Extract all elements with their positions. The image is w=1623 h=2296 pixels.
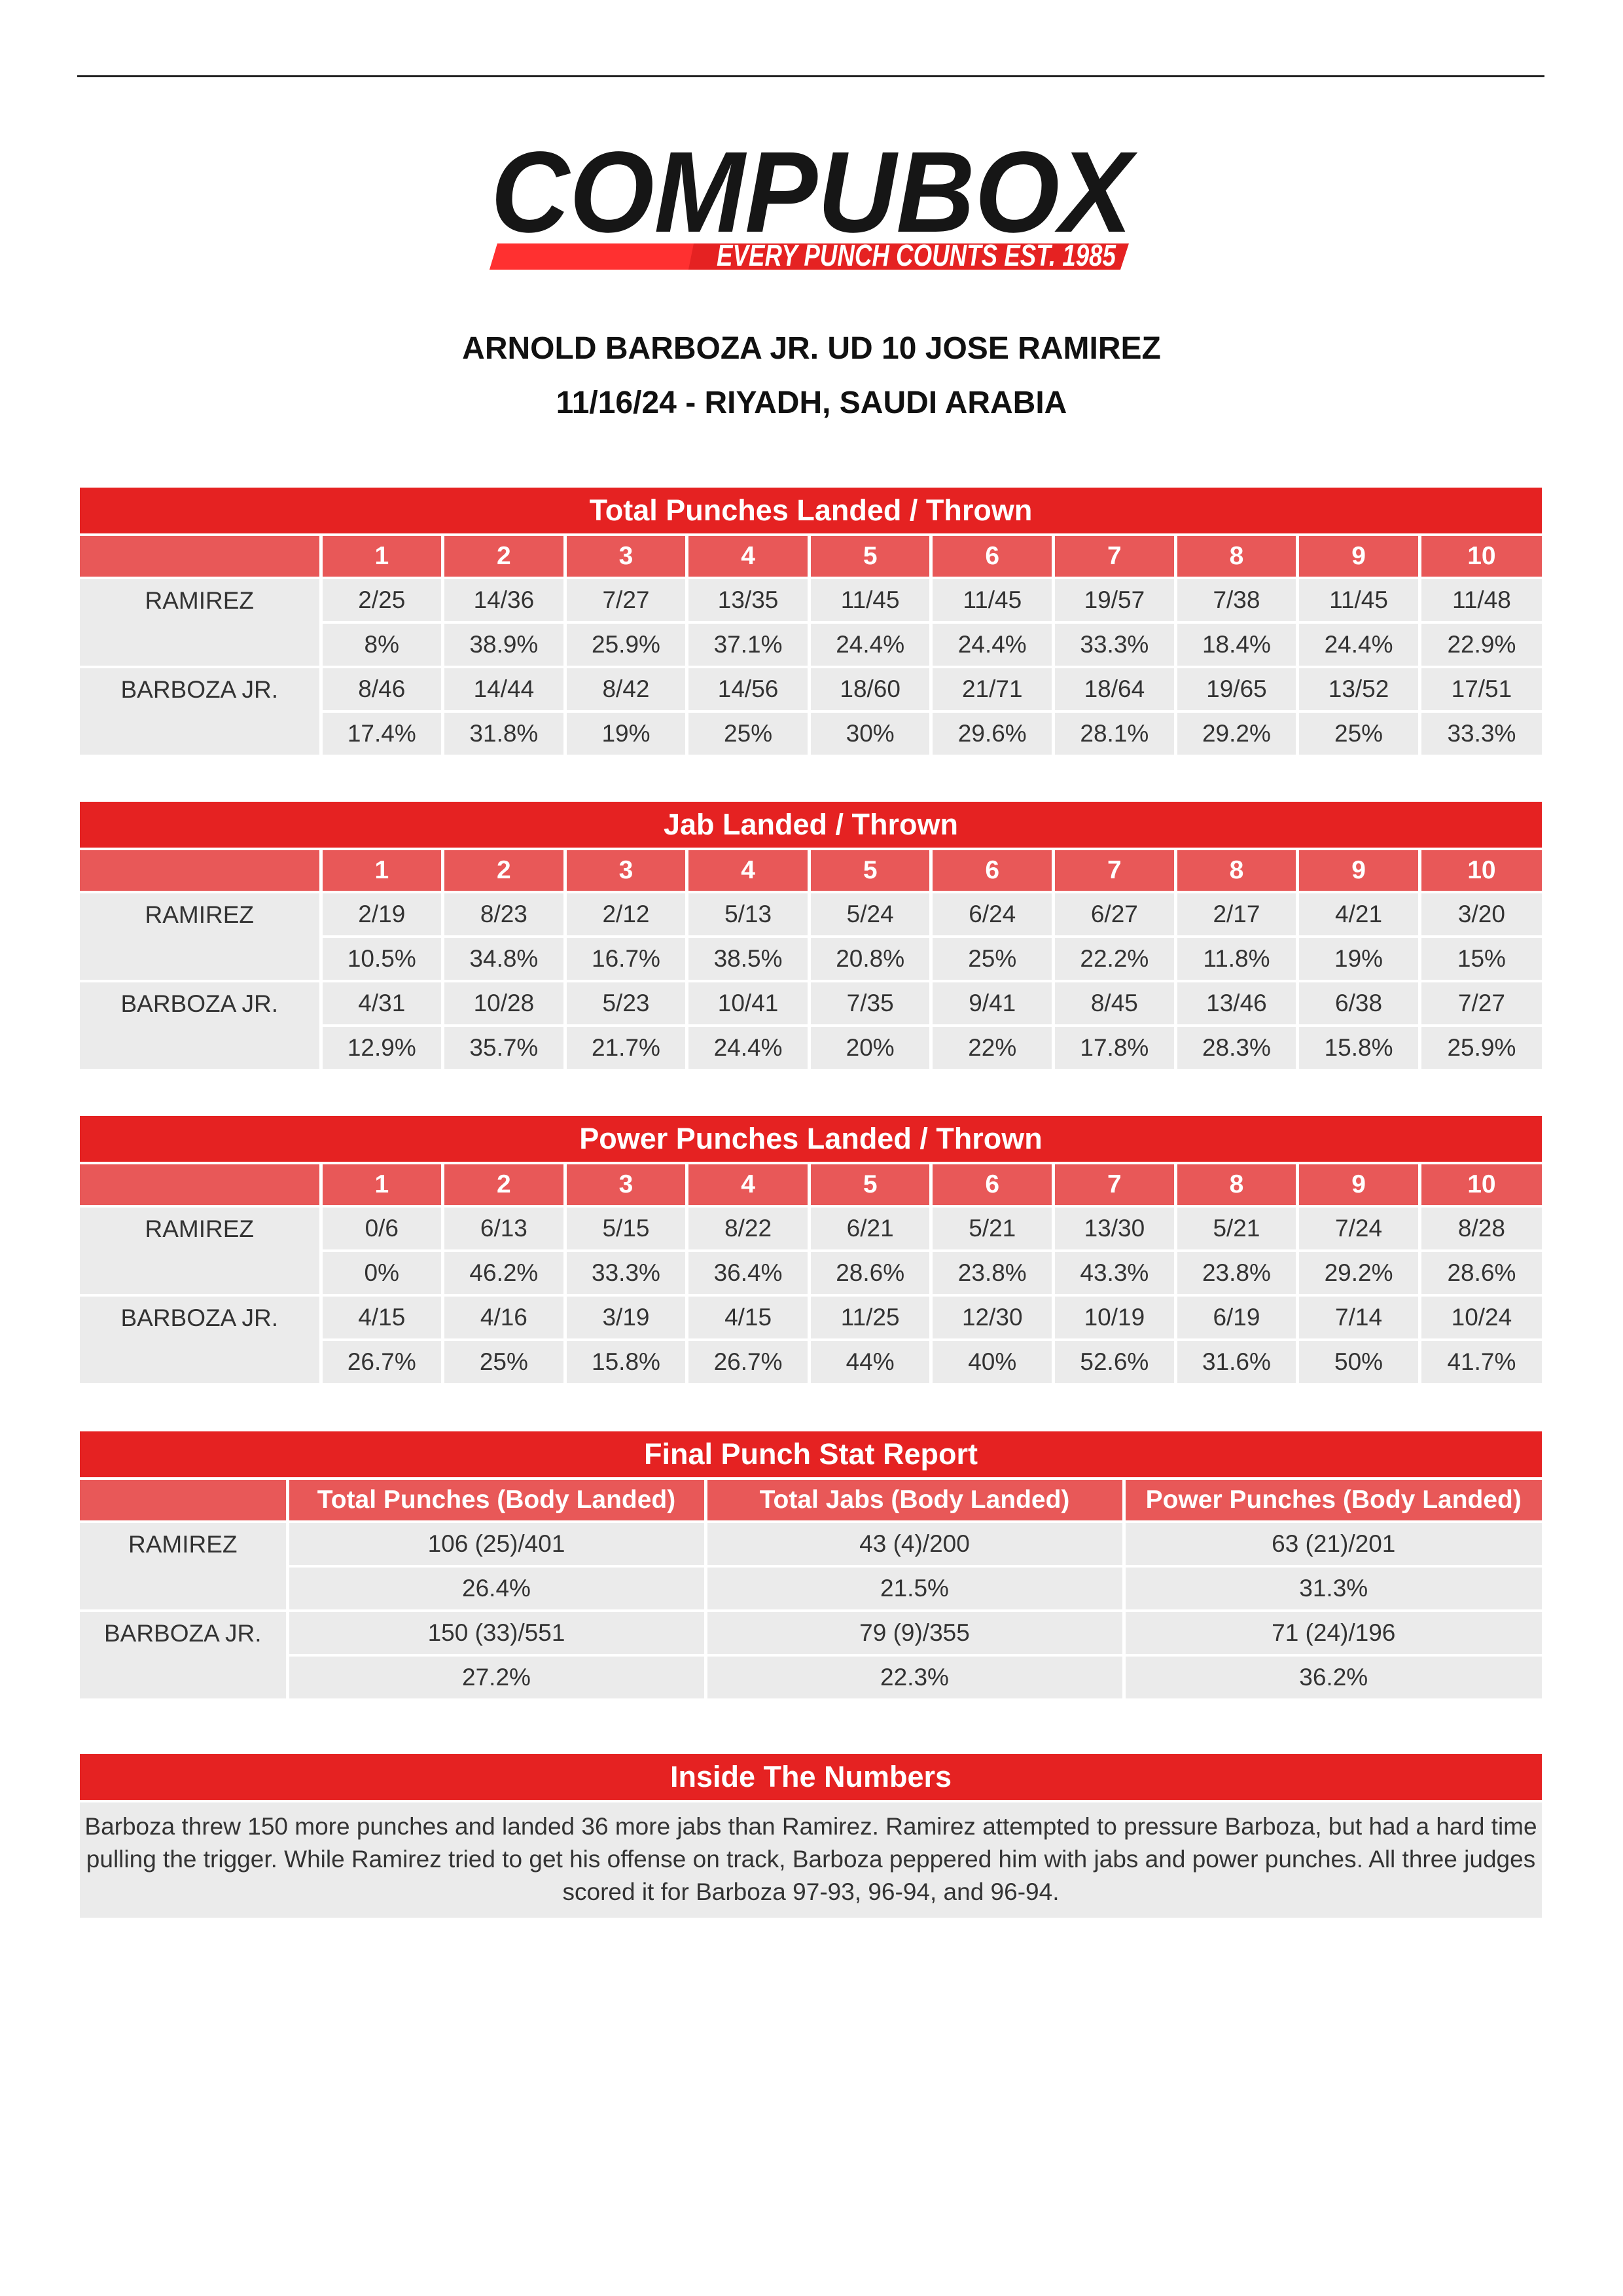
jab-table (80, 802, 1542, 1071)
stat-cell: 5/21 (931, 1206, 1054, 1251)
fighter-name: BARBOZA JR. (80, 981, 321, 1070)
table-title: Jab Landed / Thrown (80, 802, 1542, 849)
fighter-name: RAMIREZ (80, 1522, 287, 1611)
section-title: Inside The Numbers (80, 1754, 1542, 1803)
pct-cell: 17.8% (1054, 1026, 1176, 1070)
table-row (80, 578, 1542, 622)
pct-cell: 31.8% (443, 711, 565, 756)
pct-cell: 25% (931, 937, 1054, 981)
pct-cell: 21.5% (705, 1566, 1124, 1611)
pct-cell: 23.8% (1175, 1251, 1298, 1295)
pct-cell: 16.7% (565, 937, 687, 981)
stat-cell: 11/48 (1419, 578, 1542, 622)
round-header: 3 (565, 849, 687, 892)
pct-cell: 38.5% (687, 937, 810, 981)
pct-cell: 22.2% (1054, 937, 1176, 981)
stat-cell: 79 (9)/355 (705, 1611, 1124, 1655)
pct-cell: 37.1% (687, 622, 810, 667)
summary-text: Barboza threw 150 more punches and landed 36 more jabs than Ramirez. Ramirez attempted to pressure Barboza, but had a hard time pulling the trigger. While Ramirez tried to get his offense on track, Barboza peppered him with jabs and power punches. All three judges scored it for Barboza 97-93, 96-94, and 96-94. (80, 1803, 1542, 1918)
pct-cell: 28.6% (809, 1251, 931, 1295)
round-header: 10 (1419, 849, 1542, 892)
round-header: 6 (931, 535, 1054, 578)
round-header: 4 (687, 535, 810, 578)
stat-cell: 7/35 (809, 981, 931, 1026)
stat-cell: 13/30 (1054, 1206, 1176, 1251)
pct-cell: 18.4% (1175, 622, 1298, 667)
round-header: 2 (443, 535, 565, 578)
pct-cell: 8% (321, 622, 443, 667)
table-title: Power Punches Landed / Thrown (80, 1116, 1542, 1163)
stat-cell: 2/19 (321, 892, 443, 937)
pct-cell: 38.9% (443, 622, 565, 667)
round-header: 7 (1054, 1163, 1176, 1206)
stat-cell: 6/24 (931, 892, 1054, 937)
table-row (80, 892, 1542, 937)
stat-cell: 5/21 (1175, 1206, 1298, 1251)
pct-cell: 46.2% (443, 1251, 565, 1295)
round-header: 4 (687, 1163, 810, 1206)
pct-cell: 33.3% (565, 1251, 687, 1295)
pct-cell: 24.4% (1298, 622, 1420, 667)
pct-cell: 33.3% (1054, 622, 1176, 667)
logo-tagline: EVERY PUNCH COUNTS EST. 1985 (717, 238, 1117, 272)
stat-cell: 4/15 (321, 1295, 443, 1340)
pct-cell: 28.3% (1175, 1026, 1298, 1070)
stat-cell: 150 (33)/551 (287, 1611, 705, 1655)
stat-cell: 7/27 (1419, 981, 1542, 1026)
pct-cell: 11.8% (1175, 937, 1298, 981)
round-header: 4 (687, 849, 810, 892)
pct-cell: 22% (931, 1026, 1054, 1070)
pct-cell: 33.3% (1419, 711, 1542, 756)
stat-cell: 106 (25)/401 (287, 1522, 705, 1566)
round-header: 10 (1419, 1163, 1542, 1206)
round-header: 10 (1419, 535, 1542, 578)
stat-cell: 6/27 (1054, 892, 1176, 937)
pct-cell: 41.7% (1419, 1340, 1542, 1384)
round-header: 5 (809, 535, 931, 578)
pct-cell: 20% (809, 1026, 931, 1070)
stat-cell: 7/38 (1175, 578, 1298, 622)
pct-cell: 22.9% (1419, 622, 1542, 667)
pct-cell: 10.5% (321, 937, 443, 981)
round-header: 8 (1175, 535, 1298, 578)
pct-cell: 22.3% (705, 1655, 1124, 1700)
pct-cell: 26.7% (687, 1340, 810, 1384)
stat-cell: 8/28 (1419, 1206, 1542, 1251)
compubox-logo (484, 128, 1139, 279)
stat-cell: 8/22 (687, 1206, 810, 1251)
pct-cell: 25% (1298, 711, 1420, 756)
pct-cell: 25% (687, 711, 810, 756)
table-row (80, 1522, 1542, 1566)
pct-cell: 34.8% (443, 937, 565, 981)
pct-cell: 24.4% (687, 1026, 810, 1070)
stat-cell: 5/15 (565, 1206, 687, 1251)
round-header: 1 (321, 849, 443, 892)
corner-cell (80, 849, 321, 892)
stat-cell: 9/41 (931, 981, 1054, 1026)
stat-cell: 10/41 (687, 981, 810, 1026)
column-header: Power Punches (Body Landed) (1124, 1479, 1542, 1522)
pct-cell: 52.6% (1054, 1340, 1176, 1384)
stat-cell: 11/45 (1298, 578, 1420, 622)
stat-cell: 19/65 (1175, 667, 1298, 711)
pct-cell: 25.9% (565, 622, 687, 667)
stat-cell: 14/44 (443, 667, 565, 711)
corner-cell (80, 1479, 287, 1522)
pct-cell: 20.8% (809, 937, 931, 981)
round-header: 7 (1054, 535, 1176, 578)
pct-cell: 19% (1298, 937, 1420, 981)
inside-the-numbers (80, 1754, 1542, 1918)
stat-cell: 14/36 (443, 578, 565, 622)
stat-cell: 6/38 (1298, 981, 1420, 1026)
stat-cell: 10/28 (443, 981, 565, 1026)
stat-cell: 4/15 (687, 1295, 810, 1340)
pct-cell: 23.8% (931, 1251, 1054, 1295)
pct-cell: 12.9% (321, 1026, 443, 1070)
pct-cell: 15.8% (1298, 1026, 1420, 1070)
stat-cell: 6/19 (1175, 1295, 1298, 1340)
stat-cell: 0/6 (321, 1206, 443, 1251)
fighter-name: BARBOZA JR. (80, 1611, 287, 1700)
stat-cell: 5/23 (565, 981, 687, 1026)
stat-cell: 10/19 (1054, 1295, 1176, 1340)
round-header: 9 (1298, 849, 1420, 892)
table-row (80, 981, 1542, 1026)
stat-cell: 71 (24)/196 (1124, 1611, 1542, 1655)
stat-cell: 4/21 (1298, 892, 1420, 937)
stat-cell: 3/19 (565, 1295, 687, 1340)
table-row (80, 667, 1542, 711)
final-report-table (80, 1431, 1542, 1701)
fighter-name: RAMIREZ (80, 578, 321, 667)
pct-cell: 24.4% (931, 622, 1054, 667)
stat-cell: 8/42 (565, 667, 687, 711)
pct-cell: 29.2% (1175, 711, 1298, 756)
stat-cell: 19/57 (1054, 578, 1176, 622)
stat-cell: 2/17 (1175, 892, 1298, 937)
stat-cell: 8/23 (443, 892, 565, 937)
fighter-name: BARBOZA JR. (80, 1295, 321, 1384)
pct-cell: 15% (1419, 937, 1542, 981)
stat-cell: 12/30 (931, 1295, 1054, 1340)
pct-cell: 29.6% (931, 711, 1054, 756)
stat-cell: 8/46 (321, 667, 443, 711)
stat-cell: 63 (21)/201 (1124, 1522, 1542, 1566)
stat-cell: 11/45 (931, 578, 1054, 622)
table-title: Final Punch Stat Report (80, 1431, 1542, 1479)
stat-cell: 18/60 (809, 667, 931, 711)
stat-cell: 10/24 (1419, 1295, 1542, 1340)
bout-title: ARNOLD BARBOZA JR. UD 10 JOSE RAMIREZ (462, 331, 1161, 366)
pct-cell: 24.4% (809, 622, 931, 667)
round-header: 8 (1175, 1163, 1298, 1206)
pct-cell: 36.4% (687, 1251, 810, 1295)
round-header: 6 (931, 849, 1054, 892)
fighter-name: RAMIREZ (80, 1206, 321, 1295)
top-rule (77, 75, 1544, 77)
stat-cell: 13/35 (687, 578, 810, 622)
round-header: 1 (321, 535, 443, 578)
stat-cell: 7/24 (1298, 1206, 1420, 1251)
stat-cell: 18/64 (1054, 667, 1176, 711)
table-row (80, 1611, 1542, 1655)
table-row (80, 1566, 1542, 1611)
pct-cell: 29.2% (1298, 1251, 1420, 1295)
pct-cell: 30% (809, 711, 931, 756)
pct-cell: 25.9% (1419, 1026, 1542, 1070)
stat-cell: 11/45 (809, 578, 931, 622)
stat-cell: 4/31 (321, 981, 443, 1026)
stat-cell: 21/71 (931, 667, 1054, 711)
round-header: 2 (443, 849, 565, 892)
round-header: 9 (1298, 535, 1420, 578)
logo-wordmark: COMPUBOX (491, 128, 1139, 257)
pct-cell: 28.6% (1419, 1251, 1542, 1295)
table-row (80, 1295, 1542, 1340)
round-header: 3 (565, 1163, 687, 1206)
stat-cell: 7/27 (565, 578, 687, 622)
stat-cell: 13/52 (1298, 667, 1420, 711)
pct-cell: 19% (565, 711, 687, 756)
stat-cell: 7/14 (1298, 1295, 1420, 1340)
total-punches-table (80, 488, 1542, 757)
stat-cell: 8/45 (1054, 981, 1176, 1026)
power-punches-table (80, 1116, 1542, 1386)
round-header: 3 (565, 535, 687, 578)
pct-cell: 50% (1298, 1340, 1420, 1384)
pct-cell: 26.4% (287, 1566, 705, 1611)
pct-cell: 31.6% (1175, 1340, 1298, 1384)
pct-cell: 17.4% (321, 711, 443, 756)
round-header: 2 (443, 1163, 565, 1206)
pct-cell: 28.1% (1054, 711, 1176, 756)
stat-cell: 6/21 (809, 1206, 931, 1251)
bout-date-location: 11/16/24 - RIYADH, SAUDI ARABIA (556, 386, 1067, 420)
stat-cell: 2/25 (321, 578, 443, 622)
stat-cell: 3/20 (1419, 892, 1542, 937)
pct-cell: 27.2% (287, 1655, 705, 1700)
pct-cell: 40% (931, 1340, 1054, 1384)
stat-cell: 4/16 (443, 1295, 565, 1340)
stat-cell: 5/13 (687, 892, 810, 937)
round-header: 7 (1054, 849, 1176, 892)
pct-cell: 43.3% (1054, 1251, 1176, 1295)
stat-cell: 5/24 (809, 892, 931, 937)
round-header: 5 (809, 1163, 931, 1206)
stat-cell: 14/56 (687, 667, 810, 711)
pct-cell: 35.7% (443, 1026, 565, 1070)
round-header: 8 (1175, 849, 1298, 892)
corner-cell (80, 1163, 321, 1206)
corner-cell (80, 535, 321, 578)
round-header: 9 (1298, 1163, 1420, 1206)
pct-cell: 21.7% (565, 1026, 687, 1070)
column-header: Total Punches (Body Landed) (287, 1479, 705, 1522)
pct-cell: 15.8% (565, 1340, 687, 1384)
fighter-name: RAMIREZ (80, 892, 321, 981)
table-row (80, 1655, 1542, 1700)
stat-cell: 2/12 (565, 892, 687, 937)
table-title: Total Punches Landed / Thrown (80, 488, 1542, 535)
fighter-name: BARBOZA JR. (80, 667, 321, 756)
pct-cell: 31.3% (1124, 1566, 1542, 1611)
stat-cell: 43 (4)/200 (705, 1522, 1124, 1566)
stat-cell: 6/13 (443, 1206, 565, 1251)
column-header: Total Jabs (Body Landed) (705, 1479, 1124, 1522)
stat-cell: 17/51 (1419, 667, 1542, 711)
pct-cell: 0% (321, 1251, 443, 1295)
pct-cell: 44% (809, 1340, 931, 1384)
stat-cell: 13/46 (1175, 981, 1298, 1026)
round-header: 5 (809, 849, 931, 892)
round-header: 1 (321, 1163, 443, 1206)
table-row (80, 1206, 1542, 1251)
pct-cell: 36.2% (1124, 1655, 1542, 1700)
pct-cell: 25% (443, 1340, 565, 1384)
round-header: 6 (931, 1163, 1054, 1206)
pct-cell: 26.7% (321, 1340, 443, 1384)
stat-cell: 11/25 (809, 1295, 931, 1340)
